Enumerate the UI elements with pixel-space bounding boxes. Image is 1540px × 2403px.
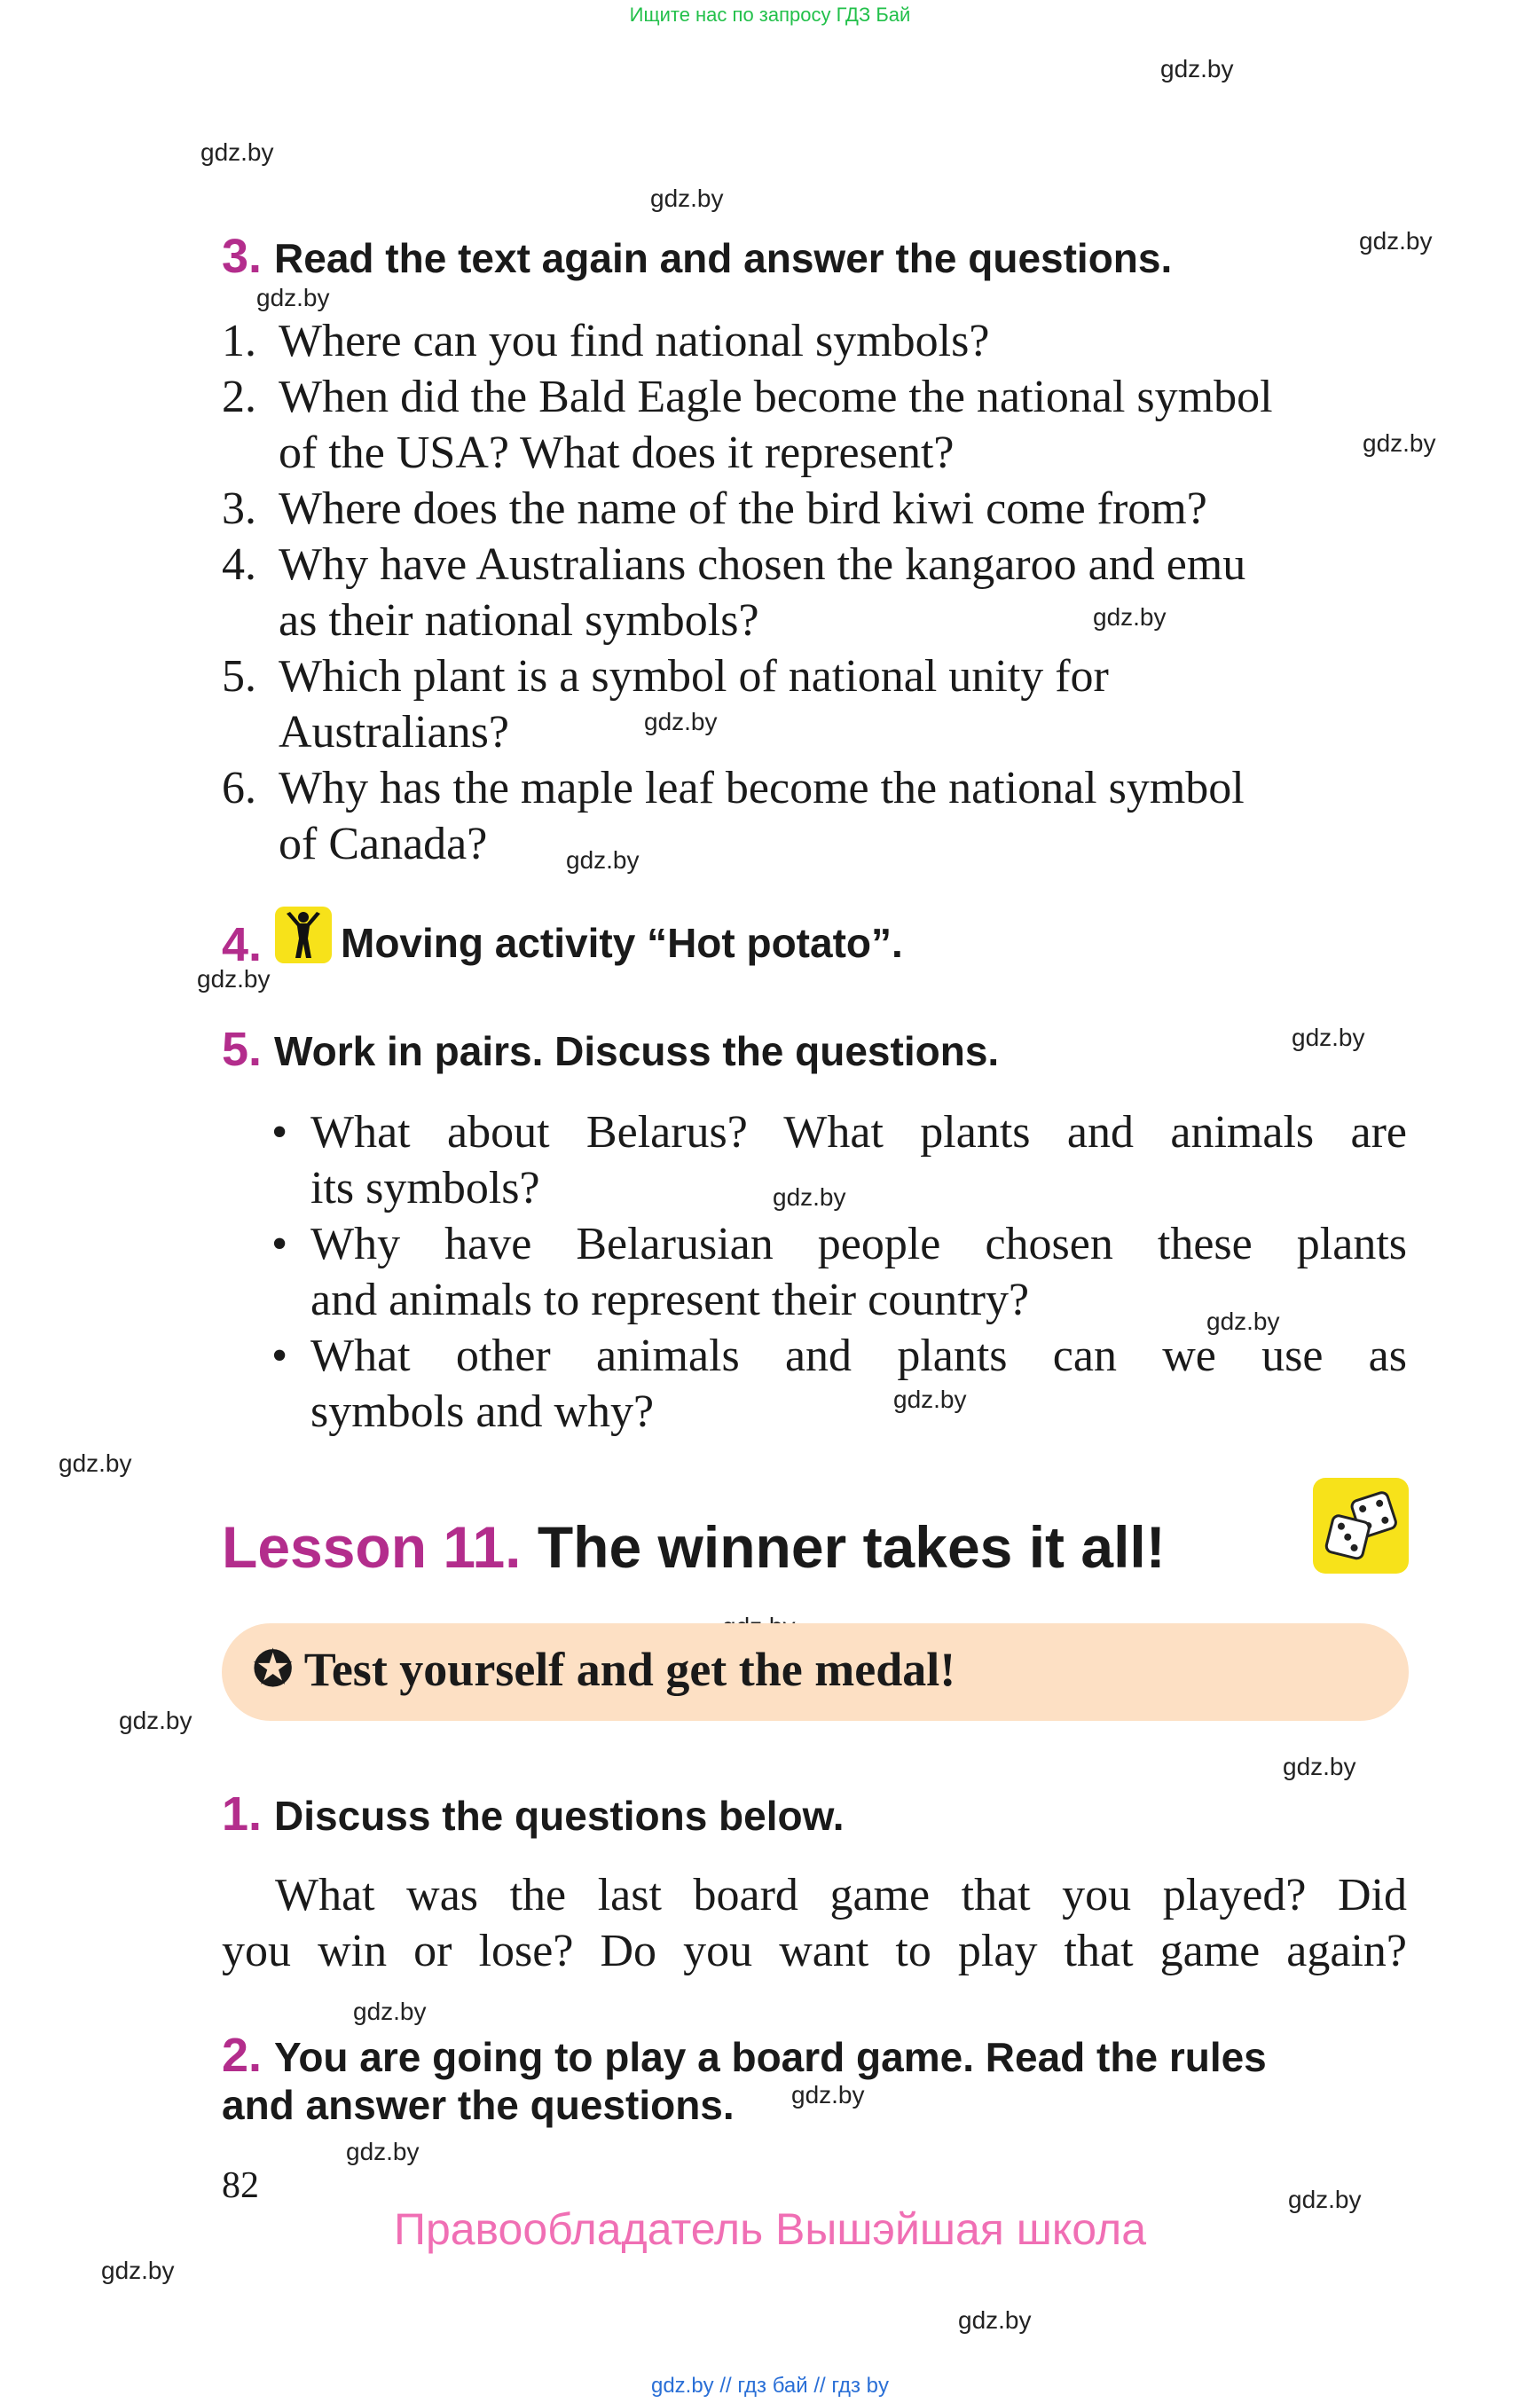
question-6-cont: of Canada? bbox=[279, 819, 488, 869]
task-title: Discuss the questions below. bbox=[274, 1793, 845, 1839]
watermark: gdz.by bbox=[101, 2257, 175, 2284]
watermark: gdz.by bbox=[1292, 1024, 1365, 1051]
watermark: gdz.by bbox=[59, 1449, 132, 1477]
watermark: gdz.by bbox=[119, 1707, 192, 1734]
watermark: gdz.by bbox=[1093, 603, 1167, 631]
bullet-dot: • bbox=[271, 1107, 288, 1158]
watermark: gdz.by bbox=[197, 965, 271, 993]
medal-text bbox=[253, 1641, 955, 1697]
question-5 bbox=[222, 649, 1109, 704]
task1-line-2: you win or lose? Do you want to play that game again? bbox=[222, 1926, 1407, 1976]
task2-heading bbox=[222, 2028, 1267, 2083]
question-text: Where does the name of the bird kiwi come from? bbox=[279, 483, 1207, 534]
task-title: Work in pairs. Discuss the questions. bbox=[274, 1028, 1000, 1074]
watermark: gdz.by bbox=[1359, 227, 1433, 255]
task5-heading bbox=[222, 1022, 999, 1077]
task-number: 1. bbox=[222, 1787, 263, 1841]
task2-heading-cont: and answer the questions. bbox=[222, 2082, 735, 2128]
question-4 bbox=[222, 538, 1245, 593]
task4-title: Moving activity “Hot potato”. bbox=[341, 920, 903, 966]
question-1 bbox=[222, 314, 989, 369]
question-number: 3. bbox=[222, 483, 256, 534]
lesson-label: Lesson 11. bbox=[222, 1514, 522, 1580]
bullet-dot: • bbox=[271, 1331, 288, 1381]
watermark: gdz.by bbox=[958, 2306, 1032, 2334]
copyright: Правообладатель Вышэйшая школа bbox=[394, 2204, 1146, 2254]
watermark: gdz.by bbox=[256, 284, 330, 311]
task3-heading bbox=[222, 229, 1172, 284]
watermark: gdz.by bbox=[1363, 429, 1436, 457]
bullet-dot: • bbox=[271, 1219, 288, 1269]
watermark: gdz.by bbox=[1283, 1753, 1356, 1780]
question-text: Why has the maple leaf become the national symbol bbox=[279, 763, 1245, 813]
task-number: 3. bbox=[222, 230, 263, 283]
question-4-cont: as their national symbols? bbox=[279, 595, 759, 646]
question-number: 5. bbox=[222, 651, 256, 702]
bullet-1-text: What about Belarus? What plants and animals are bbox=[310, 1107, 1407, 1158]
lesson-title bbox=[222, 1513, 1166, 1581]
question-text: Which plant is a symbol of national unity for bbox=[279, 651, 1109, 702]
task4-number-wrap bbox=[222, 917, 274, 972]
task-title: You are going to play a board game. Read the rules bbox=[274, 2034, 1267, 2080]
watermark: gdz.by bbox=[791, 2081, 865, 2109]
watermark: gdz.by bbox=[773, 1183, 846, 1211]
bullet-3 bbox=[271, 1329, 287, 1384]
moving-person-svg bbox=[281, 910, 326, 960]
task-number: 4. bbox=[222, 918, 263, 971]
question-number: 6. bbox=[222, 763, 256, 813]
watermark: gdz.by bbox=[650, 185, 724, 212]
question-number: 4. bbox=[222, 539, 256, 590]
footer-links[interactable]: gdz.by // гдз бай // гдз by bbox=[650, 2374, 890, 2398]
bullet-3-cont: symbols and why? bbox=[310, 1386, 655, 1437]
bullet-2-cont: and animals to represent their country? bbox=[310, 1275, 1030, 1325]
task-number: 5. bbox=[222, 1023, 263, 1076]
question-text: Why have Australians chosen the kangaroo and emu bbox=[279, 539, 1246, 590]
question-number: 1. bbox=[222, 316, 256, 366]
watermark: gdz.by bbox=[1288, 2186, 1362, 2213]
task-title: Read the text again and answer the questions. bbox=[274, 235, 1173, 281]
question-number: 2. bbox=[222, 372, 256, 422]
bullet-2-text: Why have Belarusian people chosen these plants bbox=[310, 1219, 1407, 1269]
question-6 bbox=[222, 761, 1245, 816]
watermark: gdz.by bbox=[1206, 1308, 1280, 1335]
task1-heading bbox=[222, 1787, 844, 1842]
bullet-2 bbox=[271, 1217, 287, 1272]
bullet-1 bbox=[271, 1105, 287, 1160]
medal-label: Test yourself and get the medal! bbox=[303, 1643, 956, 1696]
question-2 bbox=[222, 370, 1273, 425]
question-text: Where can you find national symbols? bbox=[279, 316, 990, 366]
lesson-name: The winner takes it all! bbox=[537, 1514, 1166, 1580]
question-text: When did the Bald Eagle become the national symbol bbox=[279, 372, 1273, 422]
moving-person-icon bbox=[275, 907, 332, 963]
question-3 bbox=[222, 482, 1207, 537]
watermark: gdz.by bbox=[353, 1998, 427, 2025]
task1-line-1: What was the last board game that you played? Did bbox=[275, 1870, 1407, 1920]
watermark: gdz.by bbox=[1160, 55, 1234, 82]
task-number: 2. bbox=[222, 2029, 263, 2082]
watermark: gdz.by bbox=[200, 138, 274, 166]
question-2-cont: of the USA? What does it represent? bbox=[279, 428, 955, 478]
watermark: gdz.by bbox=[893, 1386, 967, 1413]
page-number: 82 bbox=[222, 2165, 259, 2206]
dice-svg bbox=[1320, 1485, 1402, 1567]
bullet-1-cont: its symbols? bbox=[310, 1163, 540, 1213]
watermark: gdz.by bbox=[346, 2138, 420, 2165]
dice-icon bbox=[1313, 1478, 1409, 1574]
watermark: gdz.by bbox=[644, 708, 718, 735]
bullet-3-text: What other animals and plants can we use as bbox=[310, 1331, 1407, 1381]
top-banner: Ищите нас по запросу ГДЗ Бай bbox=[629, 4, 911, 26]
question-5-cont: Australians? bbox=[279, 707, 509, 758]
star-icon: ✪ bbox=[253, 1643, 294, 1696]
watermark: gdz.by bbox=[566, 846, 640, 874]
